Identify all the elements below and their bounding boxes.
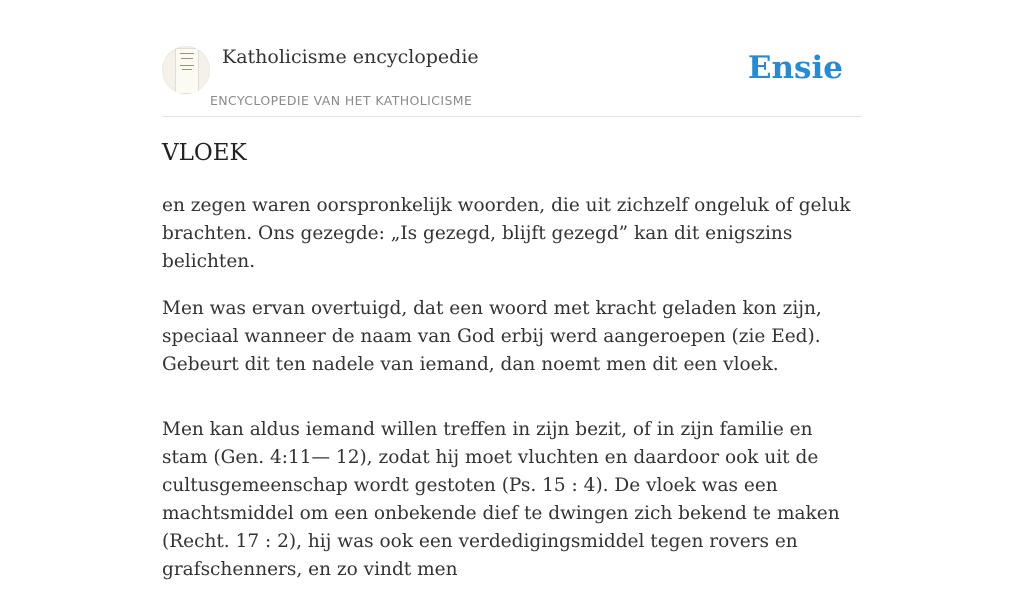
article-body bbox=[162, 192, 862, 603]
article-paragraph: Men was ervan overtuigd, dat een woord met kracht geladen kon zijn, speciaal wanneer de naam van God erbij werd aangeroepen (zie Eed). Gebeurt dit ten nadele van iemand, dan noemt men dit een vloek. bbox=[162, 298, 822, 375]
article-paragraph: Men kan aldus iemand willen treffen in zijn bezit, of in zijn familie en stam (Gen. 4:11— 12), zodat hij moet vluchten en daardoor ook uit de cultusgemeenschap wordt gestoten (Ps. 15 : 4). De vloek was een machtsmiddel om een onbekende dief te dwingen zich bekend te maken (Recht. 17 : 2), hij was ook een verdedigingsmiddel tegen rovers en grafschenners, en zo vindt men bbox=[162, 419, 840, 580]
ensie-logo[interactable]: Ensie bbox=[747, 50, 843, 86]
page bbox=[162, 0, 862, 580]
article-title: VLOEK bbox=[162, 140, 247, 166]
site-title[interactable]: Katholicisme encyclopedie bbox=[222, 46, 479, 68]
book-cover-image bbox=[175, 48, 199, 94]
header bbox=[162, 0, 862, 117]
book-cover-thumbnail[interactable] bbox=[162, 46, 210, 94]
article-paragraph: en zegen waren oorspronkelijk woorden, die uit zichzelf ongeluk of geluk brachten. Ons gezegde: „Is gezegd, blijft gezegd” kan dit enigszins belichten. bbox=[162, 195, 851, 272]
site-subtitle: ENCYCLOPEDIE VAN HET KATHOLICISME bbox=[210, 93, 473, 108]
